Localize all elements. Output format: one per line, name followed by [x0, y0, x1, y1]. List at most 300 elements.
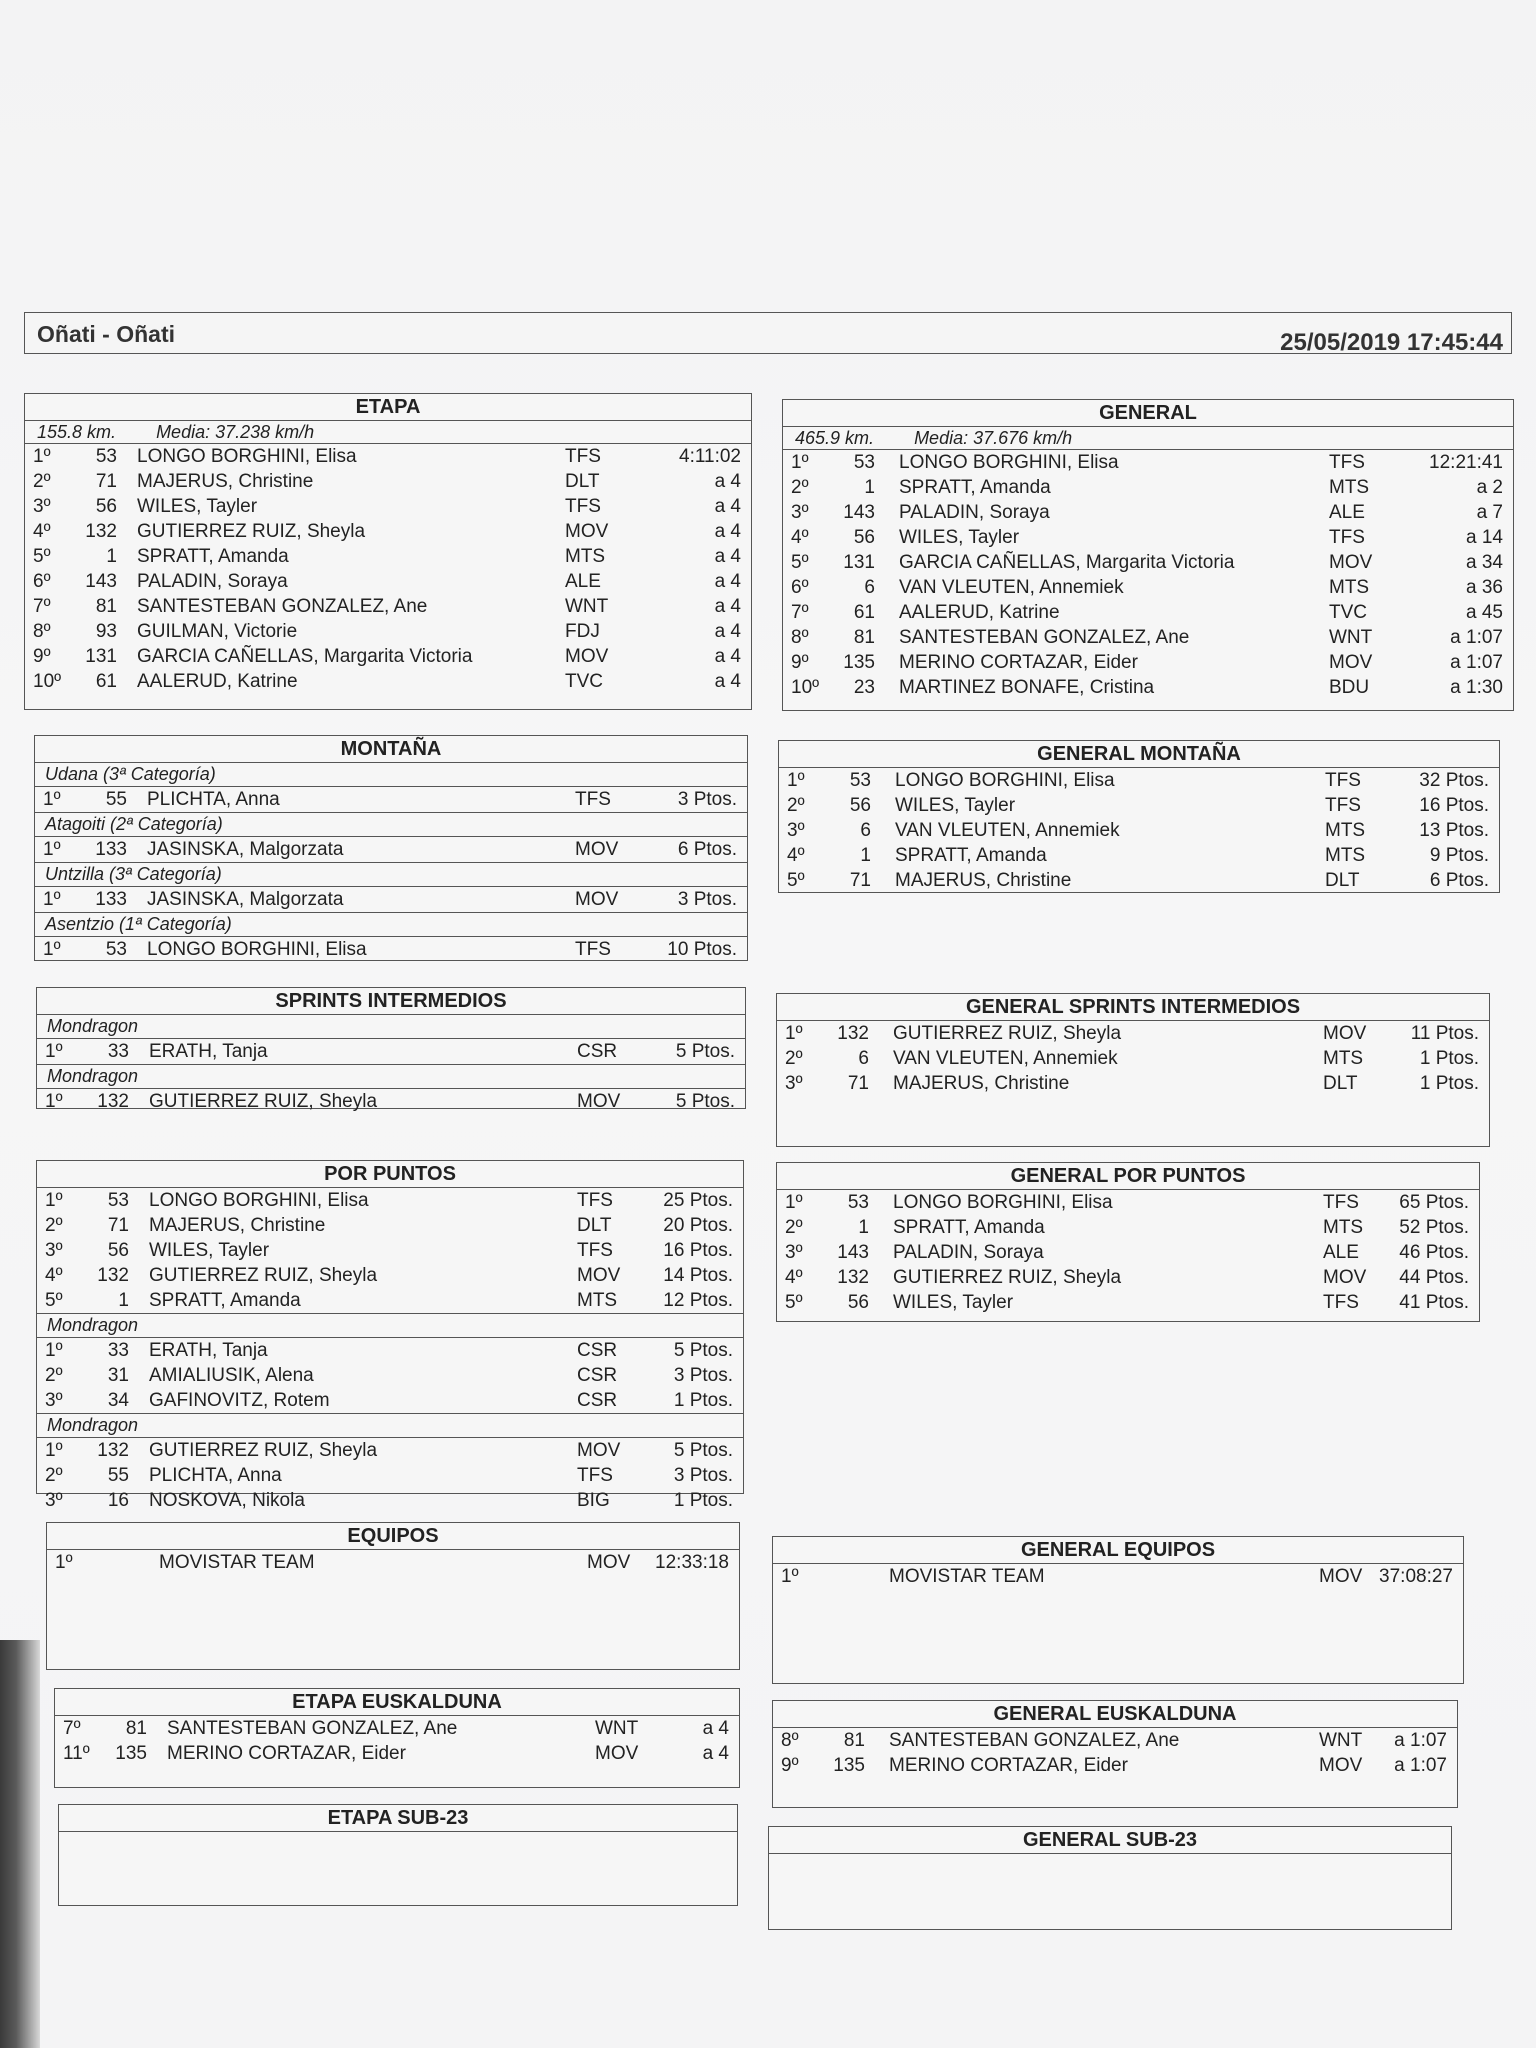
sprints-table [36, 987, 746, 1112]
position-cell: 1º [45, 1190, 63, 1211]
result-cell: 1 Ptos. [673, 1490, 733, 1511]
equipos-rows [47, 1550, 739, 1575]
table-row [783, 675, 1513, 700]
team-code-cell: MOV [577, 1265, 621, 1286]
rider-name-cell: MAJERUS, Christine [149, 1215, 326, 1236]
team-code-cell: WNT [595, 1718, 639, 1739]
team-code-cell: CSR [577, 1041, 618, 1062]
team-code-cell: CSR [577, 1340, 618, 1361]
position-cell: 6º [33, 571, 51, 592]
position-cell: 3º [45, 1490, 63, 1511]
table-row [35, 787, 747, 813]
rider-name-cell: WILES, Tayler [899, 527, 1020, 548]
dorsal-cell: 132 [97, 1440, 129, 1461]
result-cell: a 4 [714, 621, 741, 642]
result-cell: 12:21:41 [1429, 452, 1503, 473]
rider-name-cell: MAJERUS, Christine [895, 870, 1072, 891]
result-cell: a 1:07 [1450, 652, 1503, 673]
rider-name-cell: GUILMAN, Victorie [137, 621, 298, 642]
result-cell: 6 Ptos. [677, 839, 737, 860]
table-row [37, 1338, 743, 1363]
table-row [37, 1388, 743, 1414]
subgroup-label: Asentzio (1ª Categoría) [35, 913, 747, 937]
team-code-cell: MOV [565, 646, 609, 667]
general-montana-table [778, 740, 1500, 893]
dorsal-cell: 143 [85, 571, 117, 592]
position-cell: 3º [785, 1073, 803, 1094]
team-code-cell: TFS [1323, 1192, 1359, 1213]
table-row [25, 569, 751, 594]
rider-name-cell: GARCIA CAÑELLAS, Margarita Victoria [899, 552, 1235, 573]
position-cell: 3º [791, 502, 809, 523]
table-row [779, 793, 1499, 818]
result-cell: a 1:07 [1394, 1730, 1447, 1751]
table-row [773, 1753, 1457, 1778]
dorsal-cell: 133 [95, 839, 127, 860]
result-cell: 5 Ptos. [675, 1041, 735, 1062]
dorsal-cell: 71 [95, 471, 117, 492]
dorsal-cell: 53 [853, 452, 875, 473]
result-cell: a 4 [714, 571, 741, 592]
dorsal-cell: 23 [853, 677, 875, 698]
result-cell: 14 Ptos. [663, 1265, 733, 1286]
result-cell: a 4 [702, 1743, 729, 1764]
rider-name-cell: WILES, Tayler [893, 1292, 1014, 1313]
position-cell: 9º [791, 652, 809, 673]
team-code-cell: MTS [1329, 477, 1370, 498]
result-cell: 3 Ptos. [677, 789, 737, 810]
rider-name-cell: GUTIERREZ RUIZ, Sheyla [893, 1023, 1122, 1044]
rider-name-cell: SPRATT, Amanda [899, 477, 1051, 498]
dorsal-cell: 132 [837, 1023, 869, 1044]
race-route: Oñati - Oñati [37, 321, 175, 347]
dorsal-cell: 56 [847, 1292, 869, 1313]
general-sprints-title: GENERAL SPRINTS INTERMEDIOS [777, 994, 1489, 1021]
result-cell: a 4 [714, 521, 741, 542]
rider-name-cell: ERATH, Tanja [149, 1340, 268, 1361]
position-cell: 1º [781, 1566, 799, 1587]
result-cell: 9 Ptos. [1429, 845, 1489, 866]
position-cell: 1º [787, 770, 805, 791]
table-row [37, 1188, 743, 1213]
general-distance: 465.9 km. [795, 428, 875, 448]
position-cell: 4º [45, 1265, 63, 1286]
position-cell: 7º [33, 596, 51, 617]
position-cell: 4º [33, 521, 51, 542]
table-row [779, 868, 1499, 893]
table-row [37, 1363, 743, 1388]
team-code-cell: TFS [577, 1465, 613, 1486]
etapa-meta [25, 421, 751, 444]
dorsal-cell: 53 [95, 446, 117, 467]
team-code-cell: MTS [1325, 845, 1366, 866]
team-code-cell: BDU [1329, 677, 1370, 698]
table-row [25, 644, 751, 669]
print-datetime: 25/05/2019 17:45:44 [1280, 329, 1503, 356]
result-cell: 11 Ptos. [1410, 1023, 1479, 1044]
team-code-cell: MTS [1329, 577, 1370, 598]
result-cell: a 4 [702, 1718, 729, 1739]
dorsal-cell: 53 [107, 1190, 129, 1211]
team-code-cell: MOV [1329, 652, 1373, 673]
result-cell: 10 Ptos. [667, 939, 737, 960]
dorsal-cell: 93 [95, 621, 117, 642]
dorsal-cell: 81 [95, 596, 117, 617]
result-cell: a 45 [1466, 602, 1503, 623]
rider-name-cell: SPRATT, Amanda [893, 1217, 1045, 1238]
team-code-cell: TFS [1325, 770, 1361, 791]
general-montana-title: GENERAL MONTAÑA [779, 741, 1499, 768]
table-row [37, 1089, 745, 1114]
table-row [37, 1463, 743, 1488]
team-code-cell: ALE [1329, 502, 1365, 523]
rider-name-cell: LONGO BORGHINI, Elisa [893, 1192, 1113, 1213]
etapa-rows [25, 444, 751, 694]
subgroup-label: Untzilla (3ª Categoría) [35, 863, 747, 887]
dorsal-cell: 131 [843, 552, 875, 573]
rider-name-cell: AALERUD, Katrine [137, 671, 298, 692]
position-cell: 1º [791, 452, 809, 473]
table-row [25, 444, 751, 469]
team-code-cell: MTS [1323, 1217, 1364, 1238]
rider-name-cell: GUTIERREZ RUIZ, Sheyla [149, 1265, 378, 1286]
rider-name-cell: AMIALIUSIK, Alena [149, 1365, 314, 1386]
general-sub23-table [768, 1826, 1452, 1930]
equipos-title: EQUIPOS [47, 1523, 739, 1550]
general-euskalduna-table [772, 1700, 1458, 1808]
result-cell: 3 Ptos. [677, 889, 737, 910]
general-puntos-table [776, 1162, 1480, 1322]
rider-name-cell: LONGO BORGHINI, Elisa [149, 1190, 369, 1211]
position-cell: 2º [791, 477, 809, 498]
result-cell: 16 Ptos. [663, 1240, 733, 1261]
table-row [783, 625, 1513, 650]
team-code-cell: TVC [565, 671, 603, 692]
result-cell: 16 Ptos. [1419, 795, 1489, 816]
position-cell: 5º [791, 552, 809, 573]
team-code-cell: DLT [1325, 870, 1360, 891]
etapa-table [24, 393, 752, 710]
position-cell: 5º [785, 1292, 803, 1313]
general-table [782, 399, 1514, 711]
position-cell: 2º [45, 1465, 63, 1486]
result-cell: a 2 [1476, 477, 1503, 498]
position-cell: 1º [785, 1192, 803, 1213]
background-edge [0, 1640, 40, 2048]
position-cell: 4º [791, 527, 809, 548]
table-row [777, 1240, 1479, 1265]
etapa-sub23-title: ETAPA SUB-23 [59, 1805, 737, 1832]
team-code-cell: TFS [1329, 452, 1365, 473]
result-cell: 37:08:27 [1379, 1566, 1453, 1587]
team-code-cell: TFS [575, 789, 611, 810]
table-row [37, 1263, 743, 1288]
rider-name-cell: PALADIN, Soraya [137, 571, 288, 592]
result-cell: a 36 [1466, 577, 1503, 598]
rider-name-cell: GARCIA CAÑELLAS, Margarita Victoria [137, 646, 473, 667]
result-cell: a 4 [714, 471, 741, 492]
position-cell: 2º [45, 1215, 63, 1236]
table-row [37, 1438, 743, 1463]
rider-name-cell: SANTESTEBAN GONZALEZ, Ane [899, 627, 1190, 648]
dorsal-cell: 71 [847, 1073, 869, 1094]
dorsal-cell: 1 [118, 1290, 129, 1311]
table-row [37, 1039, 745, 1065]
montana-table [34, 735, 748, 961]
position-cell: 3º [45, 1240, 63, 1261]
team-code-cell: ALE [1323, 1242, 1359, 1263]
result-cell: 12 Ptos. [663, 1290, 733, 1311]
general-title: GENERAL [783, 400, 1513, 427]
rider-name-cell: GUTIERREZ RUIZ, Sheyla [149, 1440, 378, 1461]
result-cell: a 4 [714, 546, 741, 567]
montana-groups [35, 763, 747, 962]
table-row [25, 469, 751, 494]
dorsal-cell: 1 [858, 1217, 869, 1238]
dorsal-cell: 133 [95, 889, 127, 910]
dorsal-cell: 33 [107, 1340, 129, 1361]
position-cell: 10º [33, 671, 62, 692]
position-cell: 7º [791, 602, 809, 623]
dorsal-cell: 143 [837, 1242, 869, 1263]
rider-name-cell: WILES, Tayler [895, 795, 1016, 816]
dorsal-cell: 135 [843, 652, 875, 673]
sprints-title: SPRINTS INTERMEDIOS [37, 988, 745, 1015]
general-equipos-table [772, 1536, 1464, 1684]
dorsal-cell: 56 [95, 496, 117, 517]
team-code-cell: MTS [1325, 820, 1366, 841]
position-cell: 1º [45, 1340, 63, 1361]
result-cell: 25 Ptos. [663, 1190, 733, 1211]
rider-name-cell: MAJERUS, Christine [137, 471, 314, 492]
dorsal-cell: 132 [97, 1091, 129, 1112]
result-cell: 13 Ptos. [1419, 820, 1489, 841]
dorsal-cell: 131 [85, 646, 117, 667]
result-cell: 20 Ptos. [663, 1215, 733, 1236]
result-cell: 44 Ptos. [1399, 1267, 1469, 1288]
rider-name-cell: SANTESTEBAN GONZALEZ, Ane [137, 596, 428, 617]
position-cell: 4º [787, 845, 805, 866]
rider-name-cell: AALERUD, Katrine [899, 602, 1060, 623]
table-row [783, 575, 1513, 600]
team-code-cell: CSR [577, 1365, 618, 1386]
dorsal-cell: 81 [125, 1718, 147, 1739]
puntos-groups [37, 1188, 743, 1513]
position-cell: 5º [33, 546, 51, 567]
dorsal-cell: 71 [107, 1215, 129, 1236]
result-cell: 32 Ptos. [1419, 770, 1489, 791]
position-cell: 8º [33, 621, 51, 642]
team-code-cell: MOV [575, 839, 619, 860]
table-row [777, 1071, 1489, 1096]
dorsal-cell: 31 [107, 1365, 129, 1386]
general-sprints-table [776, 993, 1490, 1147]
team-code-cell: MOV [1323, 1023, 1367, 1044]
dorsal-cell: 81 [843, 1730, 865, 1751]
rider-name-cell: MOVISTAR TEAM [159, 1552, 315, 1573]
etapa-euskalduna-title: ETAPA EUSKALDUNA [55, 1689, 739, 1716]
subgroup-label: Mondragon [37, 1065, 745, 1089]
general-puntos-rows [777, 1190, 1479, 1315]
result-cell: 6 Ptos. [1429, 870, 1489, 891]
table-row [783, 500, 1513, 525]
position-cell: 3º [45, 1390, 63, 1411]
team-code-cell: TFS [565, 446, 601, 467]
rider-name-cell: PALADIN, Soraya [899, 502, 1050, 523]
etapa-media: Media: 37.238 km/h [156, 422, 315, 442]
rider-name-cell: PALADIN, Soraya [893, 1242, 1044, 1263]
result-cell: 65 Ptos. [1399, 1192, 1469, 1213]
position-cell: 3º [785, 1242, 803, 1263]
dorsal-cell: 1 [864, 477, 875, 498]
etapa-distance: 155.8 km. [37, 422, 117, 442]
position-cell: 2º [785, 1217, 803, 1238]
result-cell: a 7 [1476, 502, 1503, 523]
position-cell: 3º [33, 496, 51, 517]
dorsal-cell: 55 [105, 789, 127, 810]
position-cell: 5º [787, 870, 805, 891]
rider-name-cell: ERATH, Tanja [149, 1041, 268, 1062]
position-cell: 1º [45, 1440, 63, 1461]
team-code-cell: DLT [565, 471, 600, 492]
position-cell: 2º [787, 795, 805, 816]
team-code-cell: MOV [577, 1091, 621, 1112]
dorsal-cell: 33 [107, 1041, 129, 1062]
rider-name-cell: LONGO BORGHINI, Elisa [137, 446, 357, 467]
result-cell: 5 Ptos. [675, 1091, 735, 1112]
table-row [47, 1550, 739, 1575]
table-row [777, 1021, 1489, 1046]
team-code-cell: DLT [1323, 1073, 1358, 1094]
team-code-cell: BIG [577, 1490, 610, 1511]
dorsal-cell: 6 [858, 1048, 869, 1069]
table-row [783, 475, 1513, 500]
position-cell: 1º [43, 889, 61, 910]
dorsal-cell: 6 [860, 820, 871, 841]
team-code-cell: TFS [1323, 1292, 1359, 1313]
rider-name-cell: SPRATT, Amanda [895, 845, 1047, 866]
rider-name-cell: VAN VLEUTEN, Annemiek [895, 820, 1120, 841]
etapa-euskalduna-rows [55, 1716, 739, 1766]
rider-name-cell: GAFINOVITZ, Rotem [149, 1390, 330, 1411]
position-cell: 4º [785, 1267, 803, 1288]
subgroup-label: Mondragon [37, 1314, 743, 1338]
table-row [777, 1190, 1479, 1215]
table-row [783, 600, 1513, 625]
general-sub23-title: GENERAL SUB-23 [769, 1827, 1451, 1854]
position-cell: 9º [781, 1755, 799, 1776]
table-row [773, 1728, 1457, 1753]
result-cell: a 14 [1466, 527, 1503, 548]
position-cell: 11º [63, 1743, 90, 1764]
team-code-cell: MTS [577, 1290, 618, 1311]
team-code-cell: DLT [577, 1215, 612, 1236]
result-cell: 3 Ptos. [673, 1465, 733, 1486]
result-cell: 12:33:18 [655, 1552, 729, 1573]
result-cell: a 4 [714, 671, 741, 692]
rider-name-cell: SANTESTEBAN GONZALEZ, Ane [889, 1730, 1180, 1751]
result-cell: 5 Ptos. [673, 1340, 733, 1361]
dorsal-cell: 1 [860, 845, 871, 866]
rider-name-cell: MERINO CORTAZAR, Eider [167, 1743, 406, 1764]
result-cell: a 1:07 [1394, 1755, 1447, 1776]
dorsal-cell: 53 [847, 1192, 869, 1213]
dorsal-cell: 1 [106, 546, 117, 567]
position-cell: 7º [63, 1718, 81, 1739]
rider-name-cell: JASINSKA, Malgorzata [147, 839, 344, 860]
general-equipos-title: GENERAL EQUIPOS [773, 1537, 1463, 1564]
position-cell: 2º [785, 1048, 803, 1069]
general-media: Media: 37.676 km/h [914, 428, 1073, 448]
rider-name-cell: JASINSKA, Malgorzata [147, 889, 344, 910]
table-row [37, 1288, 743, 1314]
team-code-cell: TFS [577, 1240, 613, 1261]
table-row [777, 1215, 1479, 1240]
position-cell: 1º [45, 1041, 63, 1062]
team-code-cell: MOV [587, 1552, 631, 1573]
table-row [25, 619, 751, 644]
puntos-table [36, 1160, 744, 1511]
result-cell: a 4 [714, 646, 741, 667]
team-code-cell: MTS [1323, 1048, 1364, 1069]
position-cell: 8º [791, 627, 809, 648]
result-cell: 1 Ptos. [673, 1390, 733, 1411]
subgroup-label: Udana (3ª Categoría) [35, 763, 747, 787]
result-cell: 1 Ptos. [1419, 1073, 1479, 1094]
result-cell: a 34 [1466, 552, 1503, 573]
rider-name-cell: SPRATT, Amanda [137, 546, 289, 567]
position-cell: 2º [45, 1365, 63, 1386]
position-cell: 1º [55, 1552, 73, 1573]
position-cell: 8º [781, 1730, 799, 1751]
position-cell: 10º [791, 677, 820, 698]
table-row [777, 1265, 1479, 1290]
rider-name-cell: MERINO CORTAZAR, Eider [889, 1755, 1128, 1776]
table-row [773, 1564, 1463, 1589]
team-code-cell: FDJ [565, 621, 600, 642]
position-cell: 6º [791, 577, 809, 598]
rider-name-cell: SPRATT, Amanda [149, 1290, 301, 1311]
general-meta [783, 427, 1513, 450]
table-row [37, 1213, 743, 1238]
position-cell: 1º [43, 939, 61, 960]
rider-name-cell: GUTIERREZ RUIZ, Sheyla [137, 521, 366, 542]
team-code-cell: MOV [1323, 1267, 1367, 1288]
dorsal-cell: 132 [85, 521, 117, 542]
team-code-cell: MOV [1319, 1755, 1363, 1776]
team-code-cell: MOV [595, 1743, 639, 1764]
position-cell: 1º [785, 1023, 803, 1044]
dorsal-cell: 6 [864, 577, 875, 598]
table-row [35, 937, 747, 962]
table-row [779, 768, 1499, 793]
dorsal-cell: 56 [107, 1240, 129, 1261]
etapa-euskalduna-table [54, 1688, 740, 1788]
sprints-groups [37, 1015, 745, 1114]
dorsal-cell: 132 [97, 1265, 129, 1286]
result-cell: 3 Ptos. [673, 1365, 733, 1386]
team-code-cell: MOV [565, 521, 609, 542]
rider-name-cell: WILES, Tayler [137, 496, 258, 517]
rider-name-cell: MARTINEZ BONAFE, Cristina [899, 677, 1155, 698]
rider-name-cell: MERINO CORTAZAR, Eider [899, 652, 1138, 673]
rider-name-cell: PLICHTA, Anna [149, 1465, 282, 1486]
rider-name-cell: LONGO BORGHINI, Elisa [147, 939, 367, 960]
team-code-cell: CSR [577, 1390, 618, 1411]
dorsal-cell: 81 [853, 627, 875, 648]
dorsal-cell: 16 [107, 1490, 129, 1511]
position-cell: 1º [43, 839, 61, 860]
